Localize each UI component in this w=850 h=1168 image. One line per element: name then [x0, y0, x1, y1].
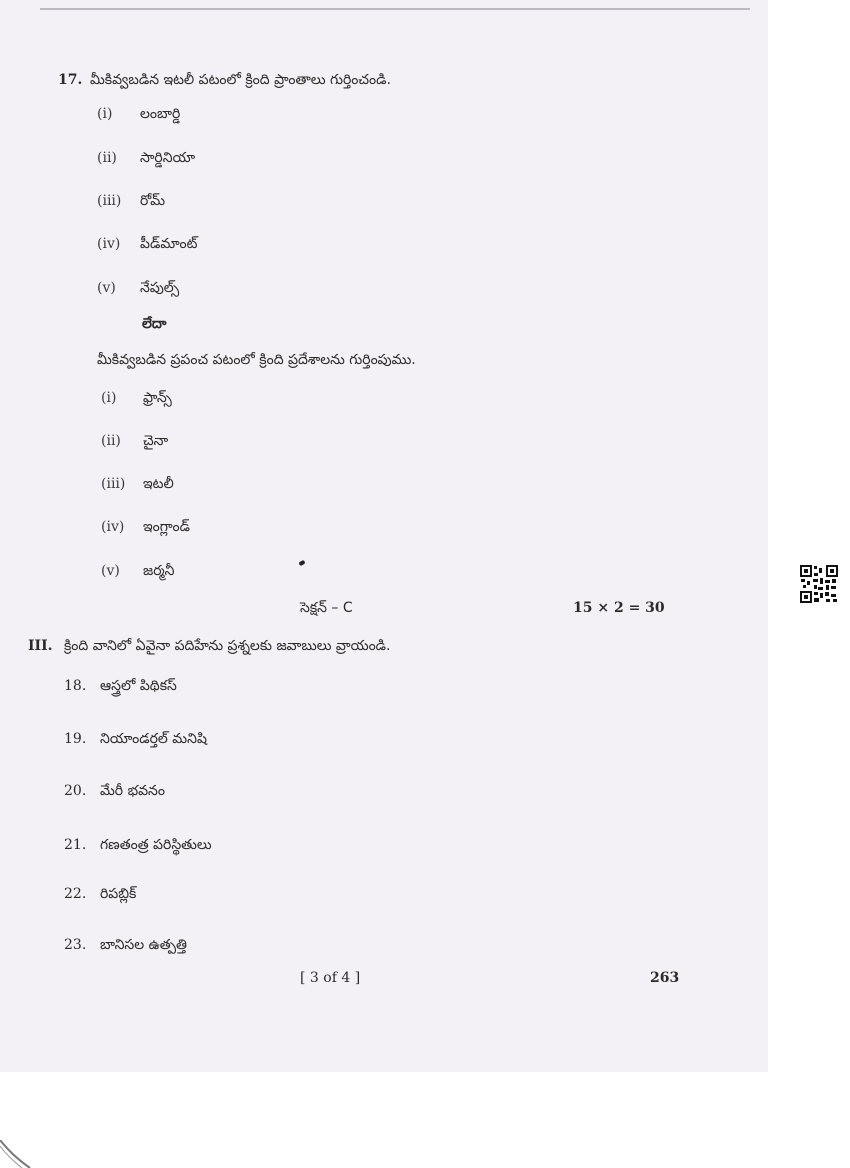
q17-item-4-label: పీడ్‌మాంట్ [140, 236, 198, 252]
q21-number: 21. [64, 837, 87, 853]
q23-number: 23. [64, 937, 87, 953]
q17-alt-item-5-roman: (v) [101, 563, 120, 579]
qr-code-icon [799, 564, 839, 604]
q20-number: 20. [64, 783, 87, 799]
q17-item-2-label: సార్డినియా [140, 150, 196, 166]
q17-alt-item-3-roman: (iii) [101, 476, 126, 492]
q17-item-5-roman: (v) [97, 280, 116, 296]
part3-text: క్రింది వానిలో ఏవైనా పదిహేను ప్రశ్నలకు జవాబులు వ్రాయండి. [64, 638, 391, 654]
q17-alt-item-5-label: జర్మనీ [143, 563, 175, 579]
q17-alt-item-1-label: ఫ్రాన్స్ [143, 390, 172, 406]
paper-code: 263 [650, 970, 680, 986]
q17-item-1-roman: (i) [97, 106, 113, 122]
section-title: సెక్షన్ – C [300, 600, 353, 616]
q17-item-3-label: రోమ్ [140, 193, 166, 209]
part3-number: III. [28, 638, 53, 654]
q17-text: మీకివ్వబడిన ఇటలీ పటంలో క్రింది ప్రాంతాలు గుర్తించండి. [90, 72, 391, 88]
page-corner-fold [0, 1140, 40, 1168]
q17-item-5-label: నేపుల్స్ [140, 280, 180, 296]
or-label: లేదా [142, 316, 167, 332]
page-indicator: [ 3 of 4 ] [300, 970, 361, 986]
q19-number: 19. [64, 731, 87, 747]
q18-number: 18. [64, 678, 87, 694]
q17-item-2-roman: (ii) [97, 150, 117, 166]
q17-alt-item-2-label: చైనా [143, 433, 169, 449]
q22-text: రిపబ్లిక్ [100, 886, 137, 902]
q17-alt-item-4-roman: (iv) [101, 519, 125, 535]
q21-text: గణతంత్ర పరిస్థితులు [100, 837, 212, 853]
q22-number: 22. [64, 886, 87, 902]
q17-item-1-label: లంబార్డి [140, 106, 181, 122]
q17-alt-item-3-label: ఇటలీ [143, 476, 174, 492]
section-marks: 15 × 2 = 30 [573, 600, 665, 616]
q17-alt-item-1-roman: (i) [101, 390, 117, 406]
q17-item-3-roman: (iii) [97, 193, 122, 209]
q17-alt-item-4-label: ఇంగ్లాండ్ [143, 519, 190, 535]
q17-alt-item-2-roman: (ii) [101, 433, 121, 449]
q23-text: బానిసల ఉత్పత్తి [100, 937, 188, 953]
q17-alt-text: మీకివ్వబడిన ప్రపంచ పటంలో క్రింది ప్రదేశాలను గుర్తింపుము. [97, 352, 416, 368]
q17-item-4-roman: (iv) [97, 236, 121, 252]
q18-text: ఆస్త్రలో పిథికస్ [100, 678, 177, 694]
scan-edge-line [40, 8, 750, 10]
q20-text: మేరీ భవనం [100, 783, 165, 799]
q17-number: 17. [58, 72, 83, 88]
q19-text: నియాండర్తల్ మనిషి [100, 731, 207, 747]
